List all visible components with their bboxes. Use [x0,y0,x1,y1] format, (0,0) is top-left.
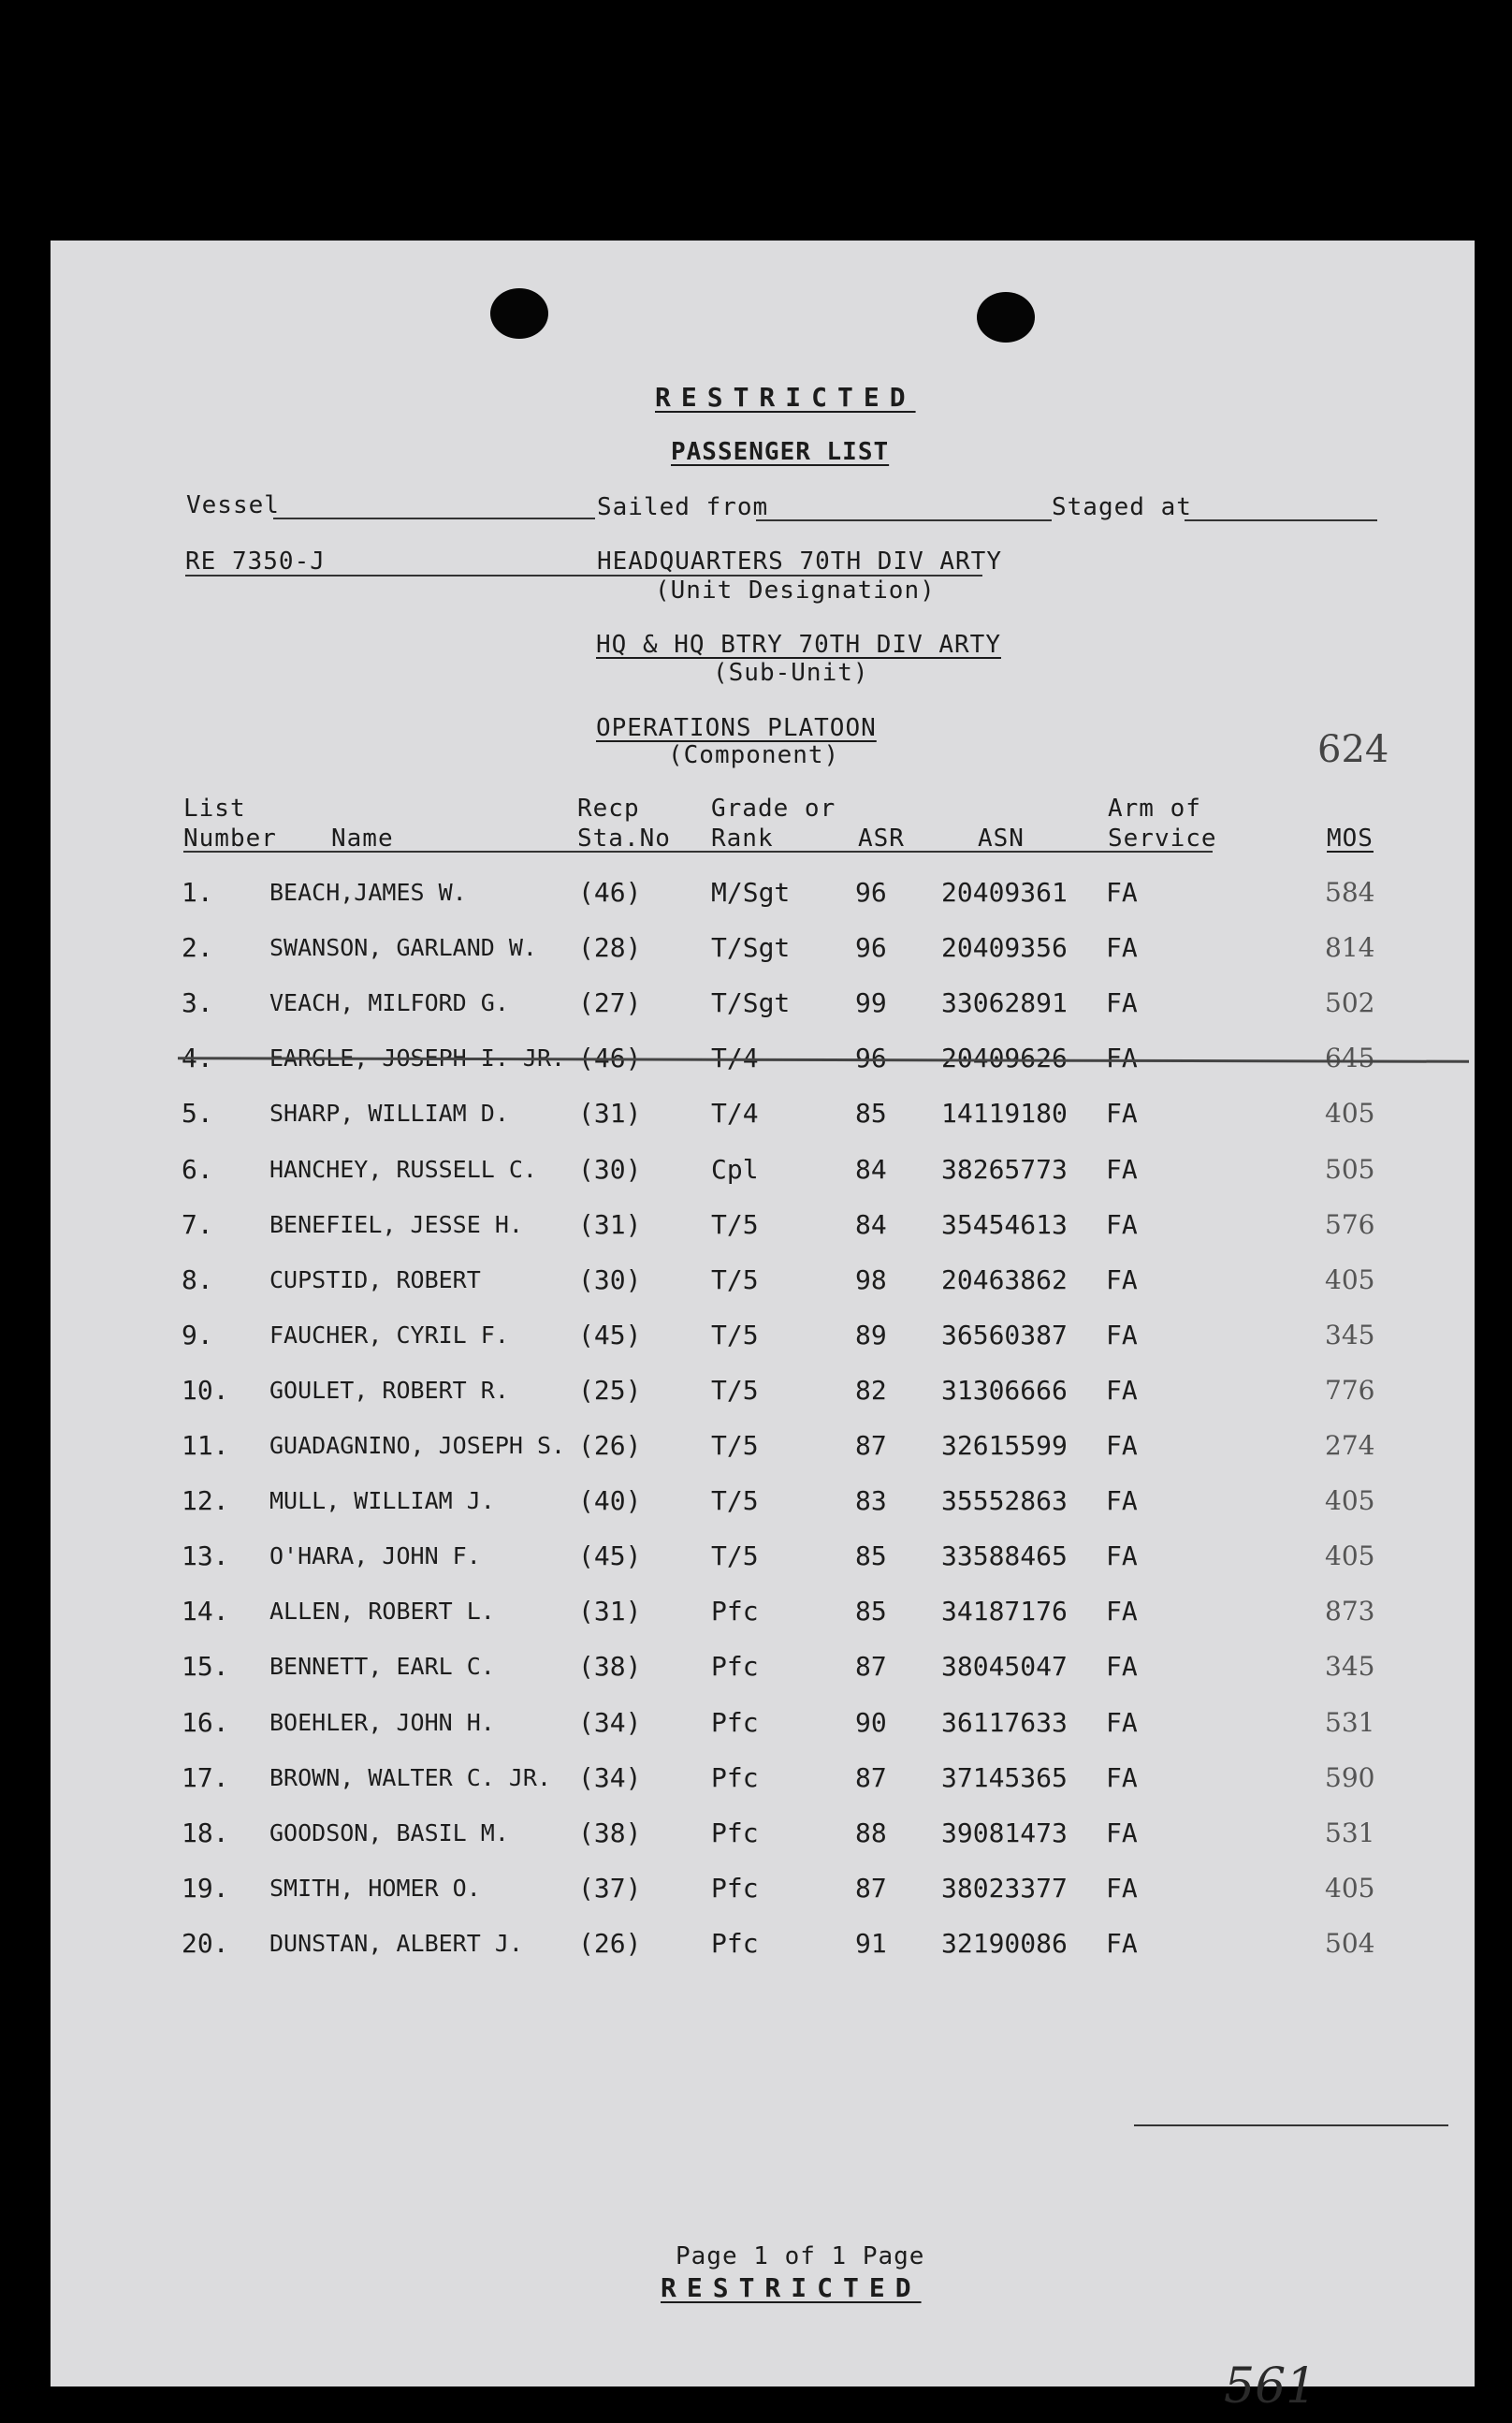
row-arm-of-service: FA [1106,932,1138,964]
row-name: SHARP, WILLIAM D. [269,1100,509,1128]
row-rank: T/5 [711,1208,759,1240]
row-mos: 531 [1325,1817,1375,1848]
col-grade-1: Grade or [711,795,836,823]
row-asn: 20409356 [941,932,1068,964]
row-name: FAUCHER, CYRIL F. [269,1321,509,1349]
row-reception-station: (37) [578,1872,642,1904]
row-asn: 20409626 [941,1043,1068,1074]
row-arm-of-service: FA [1106,1098,1138,1130]
row-number: 11. [182,1430,229,1461]
row-reception-station: (26) [578,1927,642,1959]
row-number: 16. [182,1706,229,1738]
row-rank: T/5 [711,1374,759,1406]
row-arm-of-service: FA [1106,1651,1138,1683]
row-arm-of-service: FA [1106,1319,1138,1350]
row-asn: 20463862 [941,1263,1068,1295]
row-asn: 38023377 [941,1872,1068,1904]
row-reception-station: (26) [578,1430,642,1461]
row-number: 19. [182,1872,229,1904]
row-arm-of-service: FA [1106,1872,1138,1904]
row-reception-station: (45) [578,1540,642,1572]
row-mos: 814 [1325,932,1375,964]
table-row [0,1928,1512,1965]
row-name: MULL, WILLIAM J. [269,1487,495,1515]
row-asn: 31306666 [941,1374,1068,1406]
stamp-number: 624 [1317,728,1389,771]
row-name: BENNETT, EARL C. [269,1653,495,1681]
row-arm-of-service: FA [1106,1485,1138,1517]
restricted-header: RESTRICTED [655,382,916,413]
row-mos: 645 [1325,1043,1375,1074]
row-number: 17. [182,1761,229,1793]
row-number: 3. [182,987,213,1019]
row-asr: 88 [855,1817,887,1848]
row-reception-station: (38) [578,1651,642,1683]
row-number: 14. [182,1596,229,1627]
row-number: 8. [182,1263,213,1295]
sailed-from-label: Sailed from [597,493,769,521]
row-arm-of-service: FA [1106,987,1138,1019]
row-number: 6. [182,1153,213,1185]
row-reception-station: (46) [578,877,642,908]
table-row [0,1430,1512,1467]
row-mos: 274 [1325,1430,1375,1461]
row-reception-station: (27) [578,987,642,1019]
table-row [0,1485,1512,1523]
row-rank: T/Sgt [711,932,791,964]
row-asn: 34187176 [941,1596,1068,1627]
table-row [0,1098,1512,1135]
row-reception-station: (40) [578,1485,642,1517]
sub-unit: HQ & HQ BTRY 70TH DIV ARTY [596,631,1001,659]
row-reception-station: (30) [578,1153,642,1185]
handwritten-number: 561 [1224,2358,1317,2415]
vessel-line [273,518,595,519]
sub-unit-caption: (Sub-Unit) [713,659,869,687]
row-asn: 36117633 [941,1706,1068,1738]
row-mos: 405 [1325,1098,1375,1130]
row-asr: 96 [855,932,887,964]
row-reception-station: (38) [578,1817,642,1848]
row-number: 4. [182,1043,213,1074]
staged-at-line [1185,519,1377,521]
row-mos: 531 [1325,1706,1375,1738]
row-number: 18. [182,1817,229,1848]
col-recp-1: Recp [577,795,640,823]
row-rank: T/5 [711,1263,759,1295]
row-name: SMITH, HOMER O. [269,1874,481,1902]
row-asn: 32190086 [941,1927,1068,1959]
row-rank: Pfc [711,1651,759,1683]
row-asn: 39081473 [941,1817,1068,1848]
row-asr: 99 [855,987,887,1019]
row-mos: 776 [1325,1374,1375,1406]
row-rank: T/5 [711,1430,759,1461]
unit-designation: HEADQUARTERS 70TH DIV ARTY [597,547,1002,576]
row-number: 13. [182,1540,229,1572]
row-mos: 590 [1325,1761,1375,1793]
row-number: 12. [182,1485,229,1517]
table-row [0,1375,1512,1412]
col-grade-2: Rank [711,825,774,853]
row-asn: 14119180 [941,1098,1068,1130]
row-asr: 82 [855,1374,887,1406]
row-arm-of-service: FA [1106,1596,1138,1627]
row-mos: 576 [1325,1208,1375,1240]
row-reception-station: (45) [578,1319,642,1350]
row-number: 7. [182,1208,213,1240]
table-row [0,932,1512,970]
row-asn: 38265773 [941,1153,1068,1185]
punch-hole-right-icon [977,292,1035,343]
row-asr: 98 [855,1263,887,1295]
staged-at-label: Staged at [1052,493,1192,521]
row-reception-station: (46) [578,1043,642,1074]
row-rank: T/Sgt [711,987,791,1019]
row-reception-station: (28) [578,932,642,964]
row-asn: 36560387 [941,1319,1068,1350]
row-name: DUNSTAN, ALBERT J. [269,1929,523,1957]
component-caption: (Component) [668,741,840,769]
col-list-1: List [183,795,246,823]
row-name: VEACH, MILFORD G. [269,989,509,1017]
row-reception-station: (31) [578,1596,642,1627]
row-asr: 85 [855,1596,887,1627]
row-arm-of-service: FA [1106,1043,1138,1074]
row-name: HANCHEY, RUSSELL C. [269,1155,537,1183]
row-rank: Pfc [711,1817,759,1848]
row-asr: 87 [855,1651,887,1683]
vessel-label: Vessel [186,491,280,519]
table-row [0,1320,1512,1357]
row-asr: 87 [855,1430,887,1461]
sailed-from-line [756,519,1052,521]
row-reception-station: (30) [578,1263,642,1295]
row-arm-of-service: FA [1106,1263,1138,1295]
row-reception-station: (34) [578,1706,642,1738]
row-asr: 87 [855,1872,887,1904]
row-mos: 405 [1325,1540,1375,1572]
row-mos: 873 [1325,1596,1375,1627]
row-name: SWANSON, GARLAND W. [269,934,537,962]
row-rank: Pfc [711,1706,759,1738]
page-indicator: Page 1 of 1 Page [676,2242,925,2270]
table-row [0,1651,1512,1688]
row-mos: 502 [1325,987,1375,1019]
row-number: 2. [182,932,213,964]
row-arm-of-service: FA [1106,1153,1138,1185]
punch-hole-left-icon [490,288,548,339]
row-reception-station: (34) [578,1761,642,1793]
row-asr: 85 [855,1540,887,1572]
row-asn: 33062891 [941,987,1068,1019]
row-asr: 96 [855,1043,887,1074]
table-row [0,1540,1512,1578]
row-name: BOEHLER, JOHN H. [269,1708,495,1736]
row-arm-of-service: FA [1106,1208,1138,1240]
row-asn: 32615599 [941,1430,1068,1461]
table-row [0,987,1512,1025]
row-name: O'HARA, JOHN F. [269,1542,481,1570]
row-arm-of-service: FA [1106,1761,1138,1793]
page-end-line [1134,2124,1448,2126]
row-number: 9. [182,1319,213,1350]
col-arm-2: Service [1108,825,1217,853]
row-rank: Pfc [711,1596,759,1627]
col-arm-1: Arm of [1108,795,1201,823]
row-arm-of-service: FA [1106,1374,1138,1406]
row-number: 15. [182,1651,229,1683]
row-asr: 96 [855,877,887,908]
row-mos: 345 [1325,1651,1375,1683]
row-mos: 505 [1325,1153,1375,1185]
row-mos: 405 [1325,1872,1375,1904]
row-arm-of-service: FA [1106,1540,1138,1572]
col-mos: MOS [1327,825,1374,853]
row-mos: 345 [1325,1319,1375,1350]
row-mos: 405 [1325,1485,1375,1517]
col-asr: ASR [858,825,905,853]
row-asn: 20409361 [941,877,1068,908]
row-asr: 90 [855,1706,887,1738]
table-row [0,1264,1512,1302]
row-name: BENEFIEL, JESSE H. [269,1210,523,1238]
row-name: ALLEN, ROBERT L. [269,1598,495,1626]
row-number: 10. [182,1374,229,1406]
row-name: GOULET, ROBERT R. [269,1376,509,1404]
row-asr: 85 [855,1098,887,1130]
row-rank: Pfc [711,1872,759,1904]
restricted-footer: RESTRICTED [661,2272,922,2303]
table-row [0,1154,1512,1191]
row-rank: Cpl [711,1153,759,1185]
row-number: 20. [182,1927,229,1959]
row-arm-of-service: FA [1106,877,1138,908]
row-mos: 584 [1325,877,1375,908]
row-arm-of-service: FA [1106,1430,1138,1461]
row-rank: Pfc [711,1761,759,1793]
component: OPERATIONS PLATOON [596,714,877,742]
row-mos: 504 [1325,1927,1375,1959]
row-number: 5. [182,1098,213,1130]
row-asr: 89 [855,1319,887,1350]
row-name: GOODSON, BASIL M. [269,1818,509,1846]
row-reception-station: (25) [578,1374,642,1406]
col-recp-2: Sta.No [577,825,671,853]
row-rank: M/Sgt [711,877,791,908]
col-asn: ASN [978,825,1025,853]
row-arm-of-service: FA [1106,1927,1138,1959]
table-row [0,1209,1512,1247]
table-row [0,1762,1512,1800]
row-rank: T/5 [711,1485,759,1517]
row-mos: 405 [1325,1263,1375,1295]
row-rank: T/4 [711,1043,759,1074]
row-reception-station: (31) [578,1098,642,1130]
row-reception-station: (31) [578,1208,642,1240]
row-asn: 38045047 [941,1651,1068,1683]
row-rank: T/5 [711,1540,759,1572]
row-name: EARGLE, JOSEPH I. JR. [269,1044,566,1073]
header-line-1 [183,851,1213,853]
row-asn: 35552863 [941,1485,1068,1517]
row-number: 1. [182,877,213,908]
row-arm-of-service: FA [1106,1706,1138,1738]
row-name: BEACH,JAMES W. [269,879,467,906]
table-row [0,1707,1512,1744]
row-asr: 83 [855,1485,887,1517]
table-row [0,1873,1512,1910]
table-row [0,1817,1512,1855]
table-row [0,1596,1512,1633]
row-asr: 87 [855,1761,887,1793]
col-name: Name [331,825,394,853]
row-name: CUPSTID, ROBERT [269,1265,481,1293]
row-asn: 37145365 [941,1761,1068,1793]
table-row [0,877,1512,914]
row-asn: 33588465 [941,1540,1068,1572]
row-name: BROWN, WALTER C. JR. [269,1763,552,1791]
row-arm-of-service: FA [1106,1817,1138,1848]
row-asr: 91 [855,1927,887,1959]
row-rank: T/4 [711,1098,759,1130]
row-asn: 35454613 [941,1208,1068,1240]
row-rank: Pfc [711,1927,759,1959]
row-asr: 84 [855,1208,887,1240]
row-rank: T/5 [711,1319,759,1350]
passenger-list-title: PASSENGER LIST [671,438,890,466]
row-asr: 84 [855,1153,887,1185]
re-number: RE 7350-J [185,547,326,576]
row-name: GUADAGNINO, JOSEPH S. [269,1432,566,1459]
unit-designation-caption: (Unit Designation) [655,577,936,605]
col-list-2: Number [183,825,277,853]
